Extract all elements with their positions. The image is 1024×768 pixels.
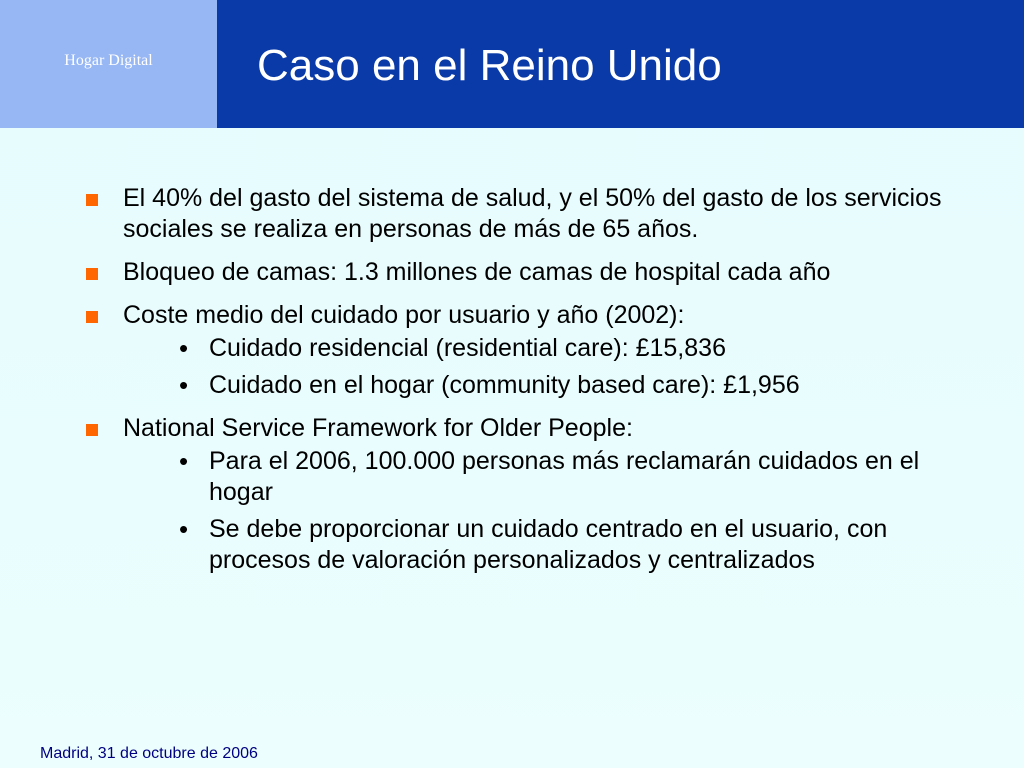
sub-bullet-item: [172, 333, 966, 364]
square-bullet-icon: [86, 268, 98, 280]
slide-content: [86, 183, 966, 588]
dot-bullet-icon: •: [179, 370, 189, 400]
square-bullet-icon: [86, 194, 98, 206]
sub-bullet-item: [172, 370, 966, 401]
bullet-text: National Service Framework for Older People:: [123, 414, 633, 442]
dot-bullet-icon: •: [179, 333, 189, 363]
bullet-item: [86, 300, 966, 401]
bullet-item: [86, 257, 966, 288]
logo-text: Hogar Digital: [64, 52, 153, 69]
sub-bullet-text: Cuidado en el hogar (community based care): £1,956: [209, 371, 800, 399]
sub-bullet-item: [172, 446, 966, 508]
title-bar: [217, 0, 1024, 128]
square-bullet-icon: [86, 311, 98, 323]
bullet-item: [86, 183, 966, 245]
bullet-text: Coste medio del cuidado por usuario y año (2002):: [123, 301, 685, 329]
dot-bullet-icon: •: [179, 514, 189, 544]
bullet-text: Bloqueo de camas: 1.3 millones de camas de hospital cada año: [123, 258, 831, 286]
dot-bullet-icon: •: [179, 446, 189, 476]
sub-bullet-text: Cuidado residencial (residential care): £15,836: [209, 334, 726, 362]
sub-bullet-text: Se debe proporcionar un cuidado centrado en el usuario, con procesos de valoración personalizados y centralizados: [209, 515, 888, 574]
footer-date: Madrid, 31 de octubre de 2006: [40, 745, 258, 762]
sub-bullet-item: [172, 514, 966, 576]
sub-bullet-text: Para el 2006, 100.000 personas más reclamarán cuidados en el hogar: [209, 447, 920, 506]
slide-title: Caso en el Reino Unido: [257, 41, 722, 90]
bullet-text: El 40% del gasto del sistema de salud, y el 50% del gasto de los servicios sociales se realiza en personas de más de 65 años.: [123, 184, 942, 243]
bullet-item: [86, 413, 966, 576]
logo-panel: [0, 0, 217, 128]
square-bullet-icon: [86, 424, 98, 436]
